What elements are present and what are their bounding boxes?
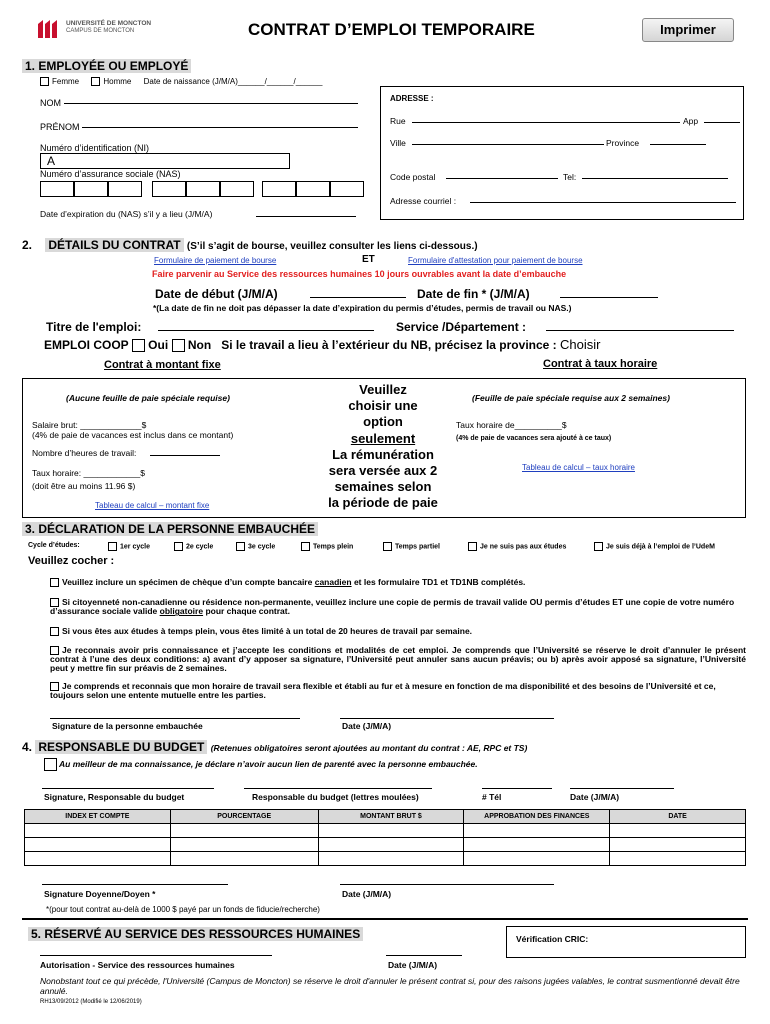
fixe-title: Contrat à montant fixe xyxy=(104,359,221,371)
province-input[interactable] xyxy=(650,144,706,145)
table-row[interactable] xyxy=(25,852,746,866)
prenom-label: PRÉNOM xyxy=(40,122,80,132)
titre-emploi-label: Titre de l'emploi: xyxy=(46,320,142,334)
nas-label: Numéro d’assurance sociale (NAS) xyxy=(40,169,181,179)
item3-checkbox[interactable] xyxy=(50,627,59,636)
salaire-field[interactable]: Salaire brut: _____________$ xyxy=(32,420,147,430)
date-rh-label: Date (J/M/A) xyxy=(388,960,438,970)
signature-embauchee-label: Signature de la personne embauchée xyxy=(52,721,203,731)
col-approbation: APPROBATION DES FINANCES xyxy=(464,810,610,824)
sig-resp-input[interactable] xyxy=(42,788,214,789)
cocher-label: Veuillez cocher : xyxy=(28,555,115,567)
dob-field[interactable]: Date de naissance (J/M/A)______/______/______ xyxy=(143,77,323,86)
col-date: DATE xyxy=(610,810,746,824)
non-label: Non xyxy=(187,338,212,352)
app-label: App xyxy=(683,116,699,126)
nb-heures-input[interactable] xyxy=(150,455,220,456)
cycle2-checkbox[interactable] xyxy=(174,542,183,551)
prenom-input[interactable] xyxy=(82,127,358,128)
calc-horaire-link[interactable]: Tableau de calcul – taux horaire xyxy=(522,463,635,472)
date-note: *(La date de fin ne doit pas dépasser la date d’expiration du permis d’études, permis de travail ou NAS.) xyxy=(153,303,572,313)
date-debut-input[interactable] xyxy=(310,297,406,298)
gender-row xyxy=(40,77,322,86)
code-postal-input[interactable] xyxy=(446,178,558,179)
bourse-link[interactable]: Formulaire de paiement de bourse xyxy=(154,256,277,265)
coop-oui-checkbox[interactable] xyxy=(132,339,145,352)
autorisation-input[interactable] xyxy=(40,955,272,956)
section1-title: 1. EMPLOYÉE OU EMPLOYÉ xyxy=(22,59,191,73)
budget-table xyxy=(24,809,746,866)
nom-label: NOM xyxy=(40,98,61,108)
page-title: CONTRAT D’EMPLOI TEMPORAIRE xyxy=(248,20,535,39)
ville-input[interactable] xyxy=(412,144,604,145)
section3-title: 3. DÉCLARATION DE LA PERSONNE EMBAUCHÉE xyxy=(22,522,318,536)
cycle-row: Cycle d’études: 1er cycle 2e cycle 3e cycle Temps plein Temps partiel Je ne suis pas aux études Je suis déjà à l’emploi de l’UdeM xyxy=(28,542,715,551)
taux-horaire-field[interactable]: Taux horaire de__________$ xyxy=(456,420,567,430)
taux-fixe-field[interactable]: Taux horaire: ____________$ xyxy=(32,468,145,478)
titre-emploi-input[interactable] xyxy=(158,330,374,331)
section5-divider xyxy=(22,918,748,920)
vacances-horaire: (4% de paie de vacances sera ajouté à ce taux) xyxy=(456,435,612,442)
tel-input[interactable] xyxy=(582,178,728,179)
cycle-label: Cycle d’études: xyxy=(28,542,80,549)
vacances-fixe: (4% de paie de vacances est inclus dans ce montant) xyxy=(32,430,234,440)
tel-resp-input[interactable] xyxy=(482,788,552,789)
deja-emploi-checkbox[interactable] xyxy=(594,542,603,551)
nom-resp-input[interactable] xyxy=(244,788,432,789)
ni-label: Numéro d’identification (NI) xyxy=(40,143,150,153)
courriel-label: Adresse courriel : xyxy=(390,196,457,206)
rue-input[interactable] xyxy=(412,122,680,123)
red-notice: Faire parvenir au Service des ressources humaines 10 jours ouvrables avant la date d’embauche xyxy=(152,269,567,279)
nas-input[interactable] xyxy=(40,181,360,197)
date-fin-label: Date de fin * (J/M/A) xyxy=(417,287,530,301)
item1: Veuillez inclure un spécimen de chèque d’un compte bancaire canadien et les formulaire TD1 et TD1NB complétés. xyxy=(50,577,750,587)
horaire-title: Contrat à taux horaire xyxy=(543,358,658,370)
table-row[interactable] xyxy=(25,838,746,852)
code-postal-label: Code postal xyxy=(390,172,436,182)
exterieur-label: Si le travail a lieu à l’extérieur du NB, précisez la province : xyxy=(221,338,557,352)
date-fin-input[interactable] xyxy=(560,297,658,298)
parente-checkbox[interactable] xyxy=(44,758,57,771)
form-code: RH13/09/2012 (Modifié le 12/06/2019) xyxy=(40,999,142,1005)
sig-resp-label: Signature, Responsable du budget xyxy=(44,792,185,802)
parente-row: Au meilleur de ma connaissance, je déclare n’avoir aucun lien de parenté avec la personne embauchée. xyxy=(44,758,478,771)
homme-label: Homme xyxy=(103,77,132,86)
item4: Je reconnais avoir pris connaissance et j’accepte les conditions et modalités de cet emploi. Je comprends que l’Université se réserve le droit d’annuler le présent contrat à l’une des deux conditions: a) avant d’y apposer sa signature, l’Université peut annuler sans aucun préavis; ou b) après avoir apposé sa signature, l’Université peut y mettre fin sur préavis de 2 semaines. xyxy=(50,645,746,674)
cycle1-checkbox[interactable] xyxy=(108,542,117,551)
signature-embauchee-input[interactable] xyxy=(50,718,300,719)
section4-title: 4. RESPONSABLE DU BUDGET (Retenues obligatoires seront ajoutées au montant du contrat : AE, RPC et TS) xyxy=(22,740,528,754)
doyen-note: *(pour tout contrat au-delà de 1000 $ payé par un fonds de fiducie/recherche) xyxy=(46,905,320,914)
coop-non-checkbox[interactable] xyxy=(172,339,185,352)
nb-heures-label: Nombre d’heures de travail: xyxy=(32,448,137,458)
date-rh-input[interactable] xyxy=(386,955,462,956)
et-label: ET xyxy=(362,254,375,265)
horaire-note: (Feuille de paie spéciale requise aux 2 semaines) xyxy=(472,393,670,403)
temps-partiel-checkbox[interactable] xyxy=(383,542,392,551)
date-doyen-label: Date (J/M/A) xyxy=(342,889,392,899)
item2: Si citoyenneté non-canadienne ou résidence non-permanente, veuillez inclure une copie de permis de travail valide OU permis d’études ET une copie de votre numéro d’assurance sociale valide obligatoire pour chaque contrat. xyxy=(50,597,735,617)
date-resp-input[interactable] xyxy=(570,788,674,789)
disclaimer: Nonobstant tout ce qui précède, l'Université (Campus de Moncton) se réserve le droit d'annuler le présent contrat si, pour des raisons jugées valables, le contrat susmentionné devait être annulé. xyxy=(40,976,740,996)
tel-resp-label: # Tél xyxy=(482,792,502,802)
fixe-note: (Aucune feuille de paie spéciale requise) xyxy=(66,393,230,403)
oui-label: Oui xyxy=(148,338,169,352)
date-doyen-input[interactable] xyxy=(340,884,554,885)
homme-checkbox[interactable] xyxy=(91,77,100,86)
service-label: Service /Département : xyxy=(396,320,527,334)
logo-line1: UNIVERSITÉ DE MONCTON xyxy=(66,20,152,27)
table-header-row xyxy=(25,810,746,824)
date-embauchee-label: Date (J/M/A) xyxy=(342,721,392,731)
section5-title: 5. RÉSERVÉ AU SERVICE DES RESSOURCES HUMAINES xyxy=(28,927,363,941)
cric-label: Vérification CRIC: xyxy=(516,934,589,944)
col-index: INDEX ET COMPTE xyxy=(25,810,171,824)
attestation-link[interactable]: Formulaire d'attestation pour paiement de bourse xyxy=(408,256,583,265)
femme-label: Femme xyxy=(52,77,80,86)
item1-checkbox[interactable] xyxy=(50,578,59,587)
sig-doyen-label: Signature Doyenne/Doyen * xyxy=(44,889,156,899)
min-wage-note: (doit être au moins 11.96 $) xyxy=(32,481,136,491)
date-resp-label: Date (J/M/A) xyxy=(570,792,620,802)
col-montant: MONTANT BRUT $ xyxy=(318,810,464,824)
university-logo-icon xyxy=(36,16,60,40)
rue-label: Rue xyxy=(390,116,406,126)
autorisation-label: Autorisation - Service des ressources humaines xyxy=(40,960,235,970)
col-pourcentage: POURCENTAGE xyxy=(170,810,318,824)
table-row[interactable] xyxy=(25,824,746,838)
pas-etudes-checkbox[interactable] xyxy=(468,542,477,551)
logo xyxy=(36,16,176,42)
ni-input[interactable]: A xyxy=(40,153,290,169)
item5: Je comprends et reconnais que mon horaire de travail sera flexible et établi au fur et à mesure en fonction de ma disponibilité et des besoins de l’Université et ce, toujours selon une entente mutuelle entre les parties. xyxy=(50,681,716,701)
logo-line2: CAMPUS DE MONCTON xyxy=(66,28,135,34)
nas-expiry-input[interactable] xyxy=(256,216,356,217)
cycle3-checkbox[interactable] xyxy=(236,542,245,551)
courriel-input[interactable] xyxy=(470,202,736,203)
date-embauchee-input[interactable] xyxy=(340,718,554,719)
nom-input[interactable] xyxy=(64,103,358,104)
nas-expiry-label: Date d’expiration du (NAS) s’il y a lieu (J/M/A) xyxy=(40,209,213,219)
service-input[interactable] xyxy=(546,330,734,331)
address-title: ADRESSE : xyxy=(390,94,434,103)
app-input[interactable] xyxy=(704,122,740,123)
item3: Si vous êtes aux études à temps plein, vous êtes limité à un total de 20 heures de travail par semaine. xyxy=(50,626,750,636)
coop-label: EMPLOI COOP xyxy=(44,338,129,352)
sig-doyen-input[interactable] xyxy=(42,884,228,885)
province-select[interactable]: Choisir xyxy=(560,337,601,352)
temps-plein-checkbox[interactable] xyxy=(301,542,310,551)
tel-label: Tel: xyxy=(563,172,577,182)
calc-fixe-link[interactable]: Tableau de calcul – montant fixe xyxy=(95,501,210,510)
ville-label: Ville xyxy=(390,138,406,148)
print-button[interactable]: Imprimer xyxy=(642,18,734,42)
nom-resp-label: Responsable du budget (lettres moulées) xyxy=(252,792,419,802)
coop-row xyxy=(44,337,600,352)
date-debut-label: Date de début (J/M/A) xyxy=(155,287,278,301)
section2-title: 2. DÉTAILS DU CONTRAT (S’il s’agit de bourse, veuillez consulter les liens ci-dessous.) xyxy=(22,238,478,252)
middle-instructions: Veuillez choisir une option seulement La rémunération sera versée aux 2 semaines selon la période de paie xyxy=(328,382,438,511)
femme-checkbox[interactable] xyxy=(40,77,49,86)
province-label: Province xyxy=(606,138,640,148)
